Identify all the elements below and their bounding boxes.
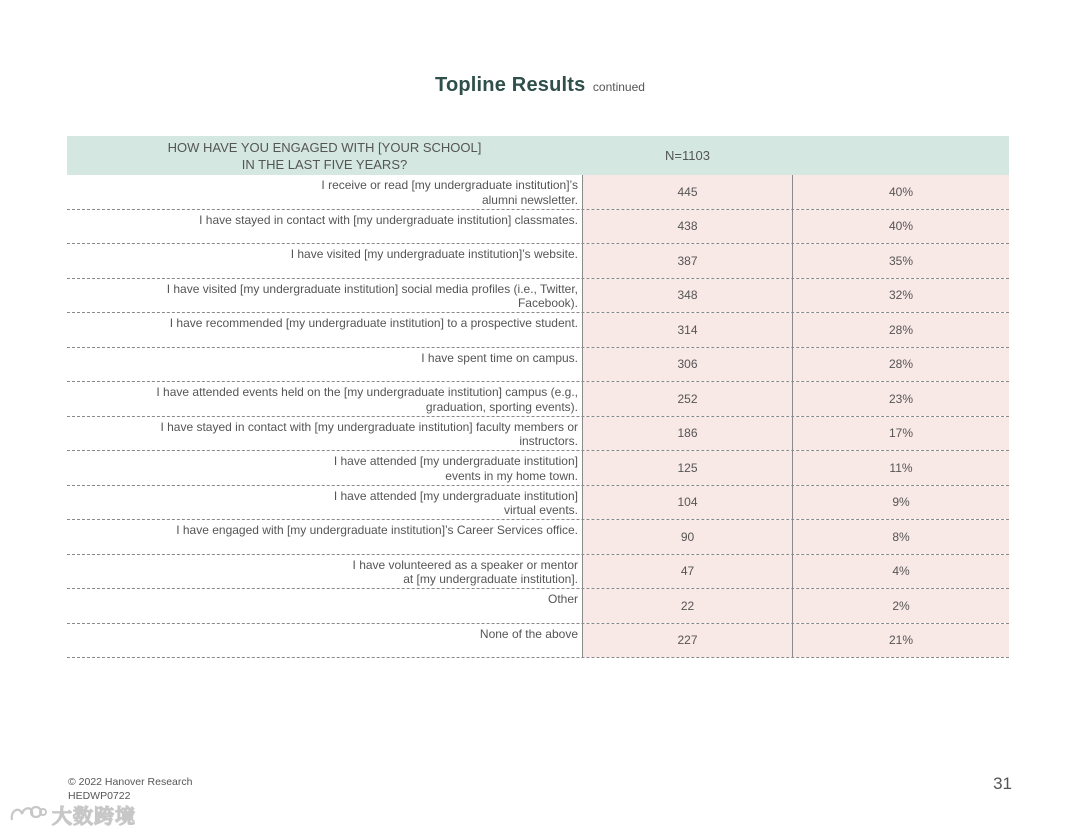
row-percent: 28% — [793, 348, 1009, 382]
row-percent: 17% — [793, 417, 1009, 451]
row-label-line-2: at [my undergraduate institution]. — [403, 572, 578, 586]
row-label-line-1: I have attended [my undergraduate institution] — [333, 454, 578, 468]
row-label-line-1: I have attended events held on the [my undergraduate institution] campus (e.g., — [156, 385, 578, 399]
row-label — [67, 313, 582, 347]
question-line-1: HOW HAVE YOU ENGAGED WITH [YOUR SCHOOL] — [167, 139, 482, 155]
row-label-line-1: I have stayed in contact with [my undergraduate institution] faculty members or — [160, 419, 578, 434]
title-suffix: continued — [592, 80, 645, 94]
row-label-line-1: I receive or read [my undergraduate institution]’s — [321, 178, 578, 192]
row-label-line-1: I have engaged with [my undergraduate institution]’s Career Services office. — [176, 523, 578, 537]
row-label — [67, 417, 582, 451]
table-row — [67, 624, 1009, 659]
row-label-line-1: I have stayed in contact with [my undergraduate institution] classmates. — [199, 212, 578, 227]
row-percent: 8% — [793, 520, 1009, 554]
table-row — [67, 589, 1009, 624]
table-row — [67, 555, 1009, 590]
row-percent: 4% — [793, 555, 1009, 589]
row-count: 445 — [582, 175, 793, 209]
row-label — [67, 175, 582, 209]
row-label — [67, 589, 582, 623]
row-count: 348 — [582, 279, 793, 313]
row-label-line-1: I have recommended [my undergraduate institution] to a prospective student. — [169, 316, 578, 330]
row-label — [67, 451, 582, 485]
table-row — [67, 382, 1009, 417]
row-percent: 35% — [793, 244, 1009, 278]
document-code: HEDWP0722 — [68, 790, 131, 802]
title-main: Topline Results — [435, 74, 586, 96]
table-row — [67, 348, 1009, 383]
row-label — [67, 210, 582, 244]
row-label — [67, 520, 582, 554]
row-label-line-2: alumni newsletter. — [481, 192, 578, 207]
watermark-text: 大数跨境 — [52, 806, 136, 828]
row-count: 438 — [582, 210, 793, 244]
row-percent: 28% — [793, 313, 1009, 347]
row-count: 47 — [582, 555, 793, 589]
row-count: 125 — [582, 451, 793, 485]
footer — [68, 775, 192, 803]
row-label-line-2: graduation, sporting events). — [425, 399, 578, 414]
table-row — [67, 175, 1009, 210]
results-table — [67, 136, 1009, 658]
table-row — [67, 313, 1009, 348]
row-label-line-2: Facebook). — [517, 296, 578, 310]
row-label — [67, 348, 582, 382]
row-count: 104 — [582, 486, 793, 520]
row-label-line-2: instructors. — [519, 434, 578, 448]
row-label-line-1: I have visited [my undergraduate institution] social media profiles (i.e., Twitter, — [166, 281, 578, 296]
row-label — [67, 279, 582, 313]
row-label — [67, 244, 582, 278]
row-label-line-1: None of the above — [479, 626, 578, 641]
row-percent: 9% — [793, 486, 1009, 520]
watermark — [8, 800, 136, 829]
row-count: 22 — [582, 589, 793, 623]
table-header — [67, 136, 1009, 175]
row-label-line-1: I have attended [my undergraduate institution] — [333, 488, 578, 503]
table-row — [67, 520, 1009, 555]
row-percent: 40% — [793, 175, 1009, 209]
row-count: 252 — [582, 382, 793, 416]
question-line-2: IN THE LAST FIVE YEARS? — [241, 156, 408, 172]
row-percent: 40% — [793, 210, 1009, 244]
row-label-line-2: virtual events. — [503, 503, 578, 517]
table-row — [67, 486, 1009, 521]
row-label-line-1: Other — [547, 592, 578, 606]
row-count: 306 — [582, 348, 793, 382]
row-label-line-2: events in my home town. — [445, 468, 578, 483]
page-number: 31 — [993, 774, 1012, 793]
table-row — [67, 244, 1009, 279]
table-row — [67, 451, 1009, 486]
table-row — [67, 210, 1009, 245]
row-label — [67, 486, 582, 520]
table-row — [67, 417, 1009, 452]
table-body — [67, 175, 1009, 658]
copyright-text: © 2022 Hanover Research — [68, 776, 193, 788]
row-label-line-1: I have volunteered as a speaker or mentor — [352, 557, 578, 572]
row-percent: 23% — [793, 382, 1009, 416]
table-row — [67, 279, 1009, 314]
row-percent: 32% — [793, 279, 1009, 313]
row-count: 314 — [582, 313, 793, 347]
row-count: 227 — [582, 624, 793, 658]
row-label-line-1: I have spent time on campus. — [421, 350, 578, 365]
row-count: 90 — [582, 520, 793, 554]
row-percent: 11% — [793, 451, 1009, 485]
row-percent: 2% — [793, 589, 1009, 623]
watermark-logo-icon — [8, 802, 48, 828]
row-label — [67, 382, 582, 416]
row-label — [67, 624, 582, 658]
row-count: 387 — [582, 244, 793, 278]
question-heading — [67, 139, 582, 173]
sample-size-label: N=1103 — [665, 148, 710, 163]
row-label-line-1: I have visited [my undergraduate institution]’s website. — [290, 247, 578, 261]
row-count: 186 — [582, 417, 793, 451]
page-title — [0, 74, 1080, 97]
row-percent: 21% — [793, 624, 1009, 658]
row-label — [67, 555, 582, 589]
